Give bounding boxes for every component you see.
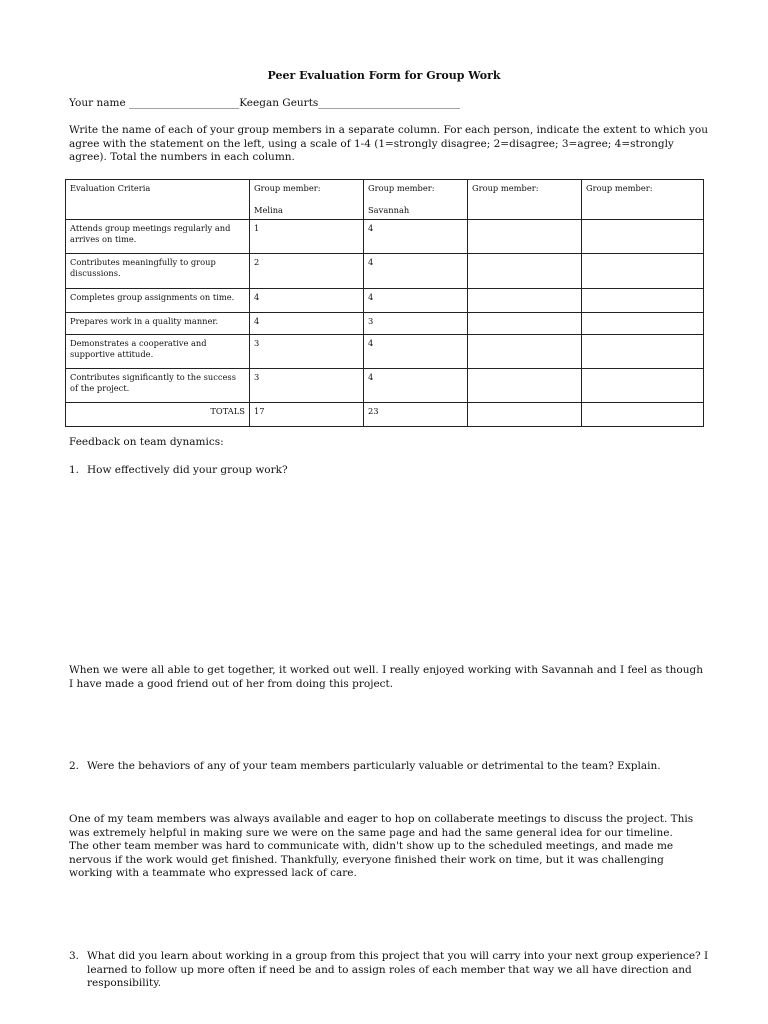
table-row xyxy=(66,369,704,403)
table-row xyxy=(66,335,704,369)
evaluation-table xyxy=(65,179,704,427)
member-label: Group member: xyxy=(472,183,539,193)
question-text: Were the behaviors of any of your team members particularly valuable or detrimental to the team? Explain. xyxy=(87,760,661,772)
instructions: Write the name of each of your group members in a separate column. For each person, indicate the extent to which you agree with the statement on the left, using a scale of 1-4 (1=strongly disagree; 2=disagree; 3=agree; 4=strongly agree). Total the numbers in each column. xyxy=(69,124,709,163)
score-cell: 4 xyxy=(250,289,364,313)
member-label: Group member: xyxy=(368,183,435,193)
score-cell xyxy=(582,369,704,403)
score-cell xyxy=(582,254,704,289)
header-member-4 xyxy=(582,180,704,220)
answer-2-paragraph-1: One of my team members was always available and eager to hop on collaberate meetings to discuss the project. This was extremely helpful in making sure we were on the same page and had the same general idea for our timeline. xyxy=(69,813,694,839)
score-cell: 4 xyxy=(250,313,364,335)
table-row xyxy=(66,289,704,313)
score-cell xyxy=(468,369,582,403)
header-member-1 xyxy=(250,180,364,220)
page-title: Peer Evaluation Form for Group Work xyxy=(267,69,501,82)
member-name: Savannah xyxy=(368,205,410,215)
answer-1: When we were all able to get together, it worked out well. I really enjoyed working with Savannah and I feel as though I have made a good friend out of her from doing this project. xyxy=(69,664,703,690)
question-1 xyxy=(69,464,709,478)
table-row xyxy=(66,220,704,254)
score-cell xyxy=(582,220,704,254)
score-cell: 3 xyxy=(250,335,364,369)
score-cell xyxy=(468,220,582,254)
score-cell xyxy=(468,289,582,313)
score-cell: 3 xyxy=(364,313,468,335)
score-cell xyxy=(582,313,704,335)
score-cell: 4 xyxy=(364,254,468,289)
score-cell: 4 xyxy=(364,369,468,403)
member-label: Group member: xyxy=(254,183,321,193)
total-cell xyxy=(468,403,582,427)
answer-2-paragraph-2: The other team member was hard to communicate with, didn't show up to the scheduled meetings, and made me nervous if the work would get finished. Thankfully, everyone finished their work on time, but it was challenging working with a teammate who expressed lack of care. xyxy=(69,840,674,879)
score-cell xyxy=(468,254,582,289)
total-cell: 17 xyxy=(250,403,364,427)
member-name: Melina xyxy=(254,205,284,215)
question-2 xyxy=(69,760,709,774)
table-row xyxy=(66,254,704,289)
score-cell xyxy=(582,289,704,313)
score-cell xyxy=(582,335,704,369)
table-header-row xyxy=(66,180,704,220)
question-number: 3. xyxy=(69,950,80,962)
score-cell: 2 xyxy=(250,254,364,289)
table-row xyxy=(66,313,704,335)
criteria-cell: Contributes meaningfully to group discussions. xyxy=(66,254,250,289)
score-cell: 4 xyxy=(364,289,468,313)
criteria-cell: Demonstrates a cooperative and supportive attitude. xyxy=(66,335,250,369)
score-cell: 3 xyxy=(250,369,364,403)
criteria-cell: Contributes significantly to the success of the project. xyxy=(66,369,250,403)
header-member-2 xyxy=(364,180,468,220)
total-cell xyxy=(582,403,704,427)
question-text: What did you learn about working in a group from this project that you will carry into your next group experience? I learned to follow up more often if need be and to assign roles of each member that way we all have direction and responsibility. xyxy=(87,950,709,989)
member-label: Group member: xyxy=(586,183,653,193)
question-number: 2. xyxy=(69,760,80,772)
score-cell xyxy=(468,313,582,335)
totals-label: TOTALS xyxy=(66,403,250,427)
score-cell xyxy=(468,335,582,369)
feedback-heading: Feedback on team dynamics: xyxy=(69,436,224,448)
question-number: 1. xyxy=(69,464,80,476)
criteria-cell: Completes group assignments on time. xyxy=(66,289,250,313)
question-text: How effectively did your group work? xyxy=(87,464,288,476)
header-member-3 xyxy=(468,180,582,220)
criteria-cell: Attends group meetings regularly and arrives on time. xyxy=(66,220,250,254)
score-cell: 4 xyxy=(364,220,468,254)
totals-row xyxy=(66,403,704,427)
header-criteria: Evaluation Criteria xyxy=(66,180,250,220)
question-3 xyxy=(69,950,709,991)
score-cell: 4 xyxy=(364,335,468,369)
score-cell: 1 xyxy=(250,220,364,254)
total-cell: 23 xyxy=(364,403,468,427)
name-line: Your name _____________________Keegan Geurts___________________________ xyxy=(69,97,461,109)
criteria-cell: Prepares work in a quality manner. xyxy=(66,313,250,335)
